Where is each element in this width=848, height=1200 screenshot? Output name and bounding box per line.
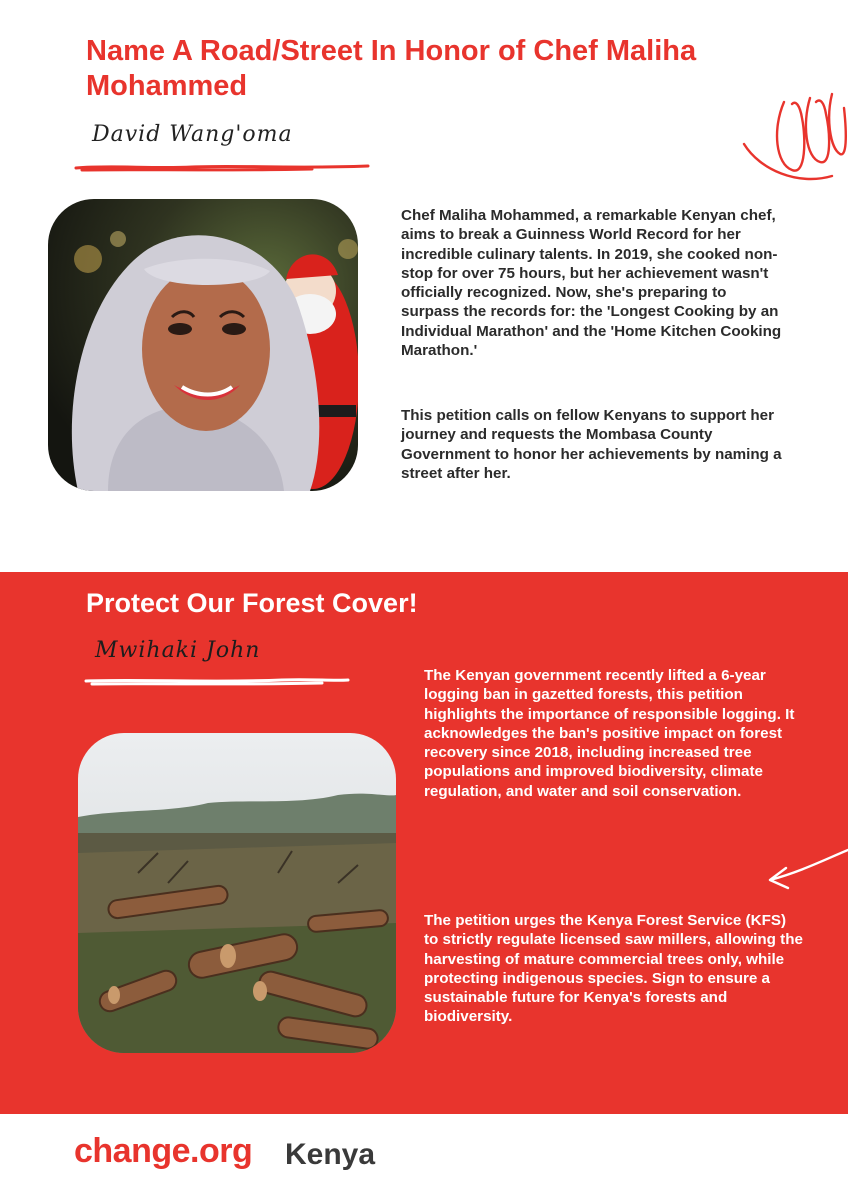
petition1-title: Name A Road/Street In Honor of Chef Maliha Mohammed [86, 35, 697, 102]
petition2-paragraph2: The petition urges the Kenya Forest Service (KFS) to strictly regulate licensed saw millers, allowing the harvesting of mature commercial trees only, while protecting indigenous species. Sign to ensure a sustainable future for Kenya's forests and biodiversity. [424, 912, 803, 1026]
petition1-section [0, 0, 848, 572]
brand-logo-text: change.org [74, 1132, 253, 1170]
country-label: Kenya [285, 1138, 376, 1171]
petition2-paragraph1: The Kenyan government recently lifted a 6-year logging ban in gazetted forests, this petition highlights the importance of responsible logging. It acknowledges the ban's positive impact on forest recovery since 2018, including increased tree populations and improved biodiversity, climate regulation, and water and soil conservation. [424, 667, 795, 800]
petition2-title: Protect Our Forest Cover! [86, 588, 418, 618]
petition1-author: David Wang'oma [92, 122, 293, 147]
swirl-decoration [740, 78, 848, 190]
arrow-decoration [764, 830, 848, 894]
author-underline-2 [82, 674, 352, 688]
petition2-author: Mwihaki John [95, 638, 261, 663]
petition1-paragraph2: This petition calls on fellow Kenyans to support her journey and requests the Mombasa County Government to honor her achievements by naming a street after her. [401, 407, 782, 482]
author-underline-1 [72, 160, 372, 174]
forest-photo [78, 733, 396, 1053]
chef-photo [48, 199, 358, 491]
petition1-paragraph1: Chef Maliha Mohammed, a remarkable Kenyan chef, aims to break a Guinness World Record for her incredible culinary talents. In 2019, she cooked non-stop for over 75 hours, but her achievement wasn't officially recognized. Now, she's preparing to surpass the records for: the 'Longest Cooking by an Individual Marathon' and the 'Home Kitchen Cooking Marathon.' [401, 207, 782, 360]
